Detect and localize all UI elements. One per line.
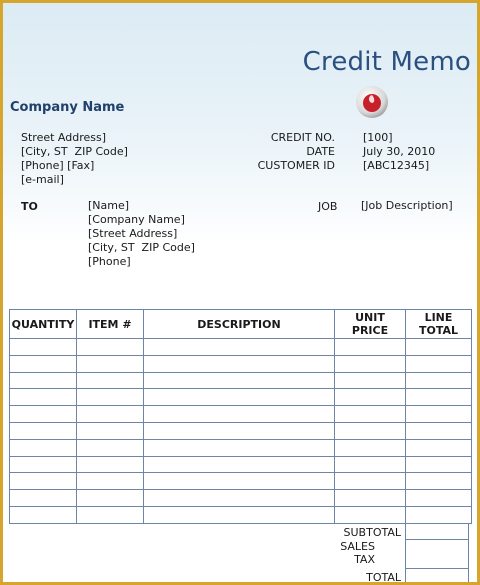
cell-unit-price[interactable] bbox=[335, 456, 406, 473]
cell-line-total[interactable] bbox=[406, 372, 472, 389]
table-row bbox=[10, 439, 472, 456]
cell-item-number[interactable] bbox=[77, 439, 144, 456]
cell-unit-price[interactable] bbox=[335, 406, 406, 423]
cell-quantity[interactable] bbox=[10, 439, 77, 456]
cell-quantity[interactable] bbox=[10, 372, 77, 389]
header-line-total bbox=[406, 310, 472, 339]
cell-quantity[interactable] bbox=[10, 355, 77, 372]
cell-quantity[interactable] bbox=[10, 456, 77, 473]
credit-no-value: [100] bbox=[363, 131, 393, 144]
sales-tax-field[interactable] bbox=[405, 539, 469, 569]
cell-item-number[interactable] bbox=[77, 456, 144, 473]
date-label: DATE bbox=[306, 145, 335, 158]
company-logo-icon bbox=[355, 85, 389, 119]
cell-description[interactable] bbox=[144, 473, 335, 490]
job-description: [Job Description] bbox=[361, 199, 453, 212]
cell-unit-price[interactable] bbox=[335, 389, 406, 406]
company-name: Company Name bbox=[10, 100, 125, 115]
to-label: TO bbox=[21, 200, 38, 213]
cell-item-number[interactable] bbox=[77, 422, 144, 439]
table-row bbox=[10, 506, 472, 523]
table-body bbox=[10, 339, 472, 524]
cell-line-total[interactable] bbox=[406, 473, 472, 490]
cell-item-number[interactable] bbox=[77, 490, 144, 507]
cell-description[interactable] bbox=[144, 490, 335, 507]
table-row bbox=[10, 422, 472, 439]
table-row bbox=[10, 355, 472, 372]
total-field[interactable] bbox=[405, 568, 469, 584]
cell-quantity[interactable] bbox=[10, 422, 77, 439]
table-header-row bbox=[10, 310, 472, 339]
subtotal-field[interactable] bbox=[405, 523, 469, 540]
recipient-phone: [Phone] bbox=[88, 255, 131, 268]
sales-tax-label bbox=[275, 540, 375, 566]
cell-quantity[interactable] bbox=[10, 490, 77, 507]
cell-unit-price[interactable] bbox=[335, 490, 406, 507]
cell-item-number[interactable] bbox=[77, 355, 144, 372]
header-unit-price bbox=[335, 310, 406, 339]
cell-item-number[interactable] bbox=[77, 389, 144, 406]
cell-quantity[interactable] bbox=[10, 339, 77, 356]
cell-unit-price[interactable] bbox=[335, 339, 406, 356]
cell-quantity[interactable] bbox=[10, 506, 77, 523]
cell-unit-price[interactable] bbox=[335, 473, 406, 490]
table-row bbox=[10, 372, 472, 389]
cell-line-total[interactable] bbox=[406, 389, 472, 406]
table-row bbox=[10, 456, 472, 473]
table-row bbox=[10, 339, 472, 356]
cell-quantity[interactable] bbox=[10, 389, 77, 406]
cell-line-total[interactable] bbox=[406, 422, 472, 439]
cell-line-total[interactable] bbox=[406, 339, 472, 356]
header-quantity: QUANTITY bbox=[10, 310, 77, 339]
cell-line-total[interactable] bbox=[406, 439, 472, 456]
header-item-number: ITEM # bbox=[77, 310, 144, 339]
cell-description[interactable] bbox=[144, 355, 335, 372]
meta-values bbox=[363, 131, 435, 173]
table-row bbox=[10, 473, 472, 490]
sales-tax-label-line2: TAX bbox=[354, 553, 375, 566]
cell-description[interactable] bbox=[144, 372, 335, 389]
recipient-name: [Name] bbox=[88, 199, 130, 212]
subtotal-label: SUBTOTAL bbox=[343, 526, 401, 539]
table-row bbox=[10, 406, 472, 423]
cell-line-total[interactable] bbox=[406, 506, 472, 523]
cell-line-total[interactable] bbox=[406, 490, 472, 507]
cell-unit-price[interactable] bbox=[335, 422, 406, 439]
cell-item-number[interactable] bbox=[77, 406, 144, 423]
customer-id-label: CUSTOMER ID bbox=[257, 159, 335, 172]
table-row bbox=[10, 389, 472, 406]
sender-email: [e-mail] bbox=[21, 173, 64, 186]
header-unit-price-line1: UNIT bbox=[355, 311, 385, 324]
cell-unit-price[interactable] bbox=[335, 372, 406, 389]
cell-description[interactable] bbox=[144, 439, 335, 456]
credit-no-label: CREDIT NO. bbox=[270, 131, 335, 144]
sender-phone: [Phone] [Fax] bbox=[21, 159, 95, 172]
cell-quantity[interactable] bbox=[10, 473, 77, 490]
cell-description[interactable] bbox=[144, 456, 335, 473]
sender-city: [City, ST ZIP Code] bbox=[21, 145, 128, 158]
cell-line-total[interactable] bbox=[406, 355, 472, 372]
cell-line-total[interactable] bbox=[406, 456, 472, 473]
meta-labels bbox=[258, 131, 335, 173]
cell-unit-price[interactable] bbox=[335, 506, 406, 523]
cell-item-number[interactable] bbox=[77, 473, 144, 490]
cell-description[interactable] bbox=[144, 506, 335, 523]
cell-description[interactable] bbox=[144, 339, 335, 356]
cell-line-total[interactable] bbox=[406, 406, 472, 423]
date-value: July 30, 2010 bbox=[363, 145, 436, 158]
header-line-total-line2: TOTAL bbox=[418, 324, 459, 337]
cell-description[interactable] bbox=[144, 406, 335, 423]
table-row bbox=[10, 490, 472, 507]
sender-street: Street Address] bbox=[21, 131, 107, 144]
cell-description[interactable] bbox=[144, 422, 335, 439]
cell-description[interactable] bbox=[144, 389, 335, 406]
cell-item-number[interactable] bbox=[77, 506, 144, 523]
header-description: DESCRIPTION bbox=[144, 310, 335, 339]
header-line-total-line1: LINE bbox=[424, 311, 453, 324]
recipient-street: [Street Address] bbox=[88, 227, 178, 240]
cell-quantity[interactable] bbox=[10, 406, 77, 423]
recipient-company: [Company Name] bbox=[88, 213, 185, 226]
total-label: TOTAL bbox=[366, 571, 401, 584]
header-unit-price-line2: PRICE bbox=[351, 324, 389, 337]
recipient-city: [City, ST ZIP Code] bbox=[88, 241, 195, 254]
cell-unit-price[interactable] bbox=[335, 355, 406, 372]
recipient-address bbox=[88, 199, 195, 269]
cell-unit-price[interactable] bbox=[335, 439, 406, 456]
sales-tax-label-line1: SALES bbox=[340, 540, 375, 553]
job-label: JOB bbox=[318, 200, 338, 213]
customer-id-value: [ABC12345] bbox=[363, 159, 430, 172]
sender-address bbox=[21, 131, 128, 187]
document-title: Credit Memo bbox=[302, 47, 471, 77]
cell-item-number[interactable] bbox=[77, 339, 144, 356]
cell-item-number[interactable] bbox=[77, 372, 144, 389]
line-items-table bbox=[9, 309, 472, 524]
